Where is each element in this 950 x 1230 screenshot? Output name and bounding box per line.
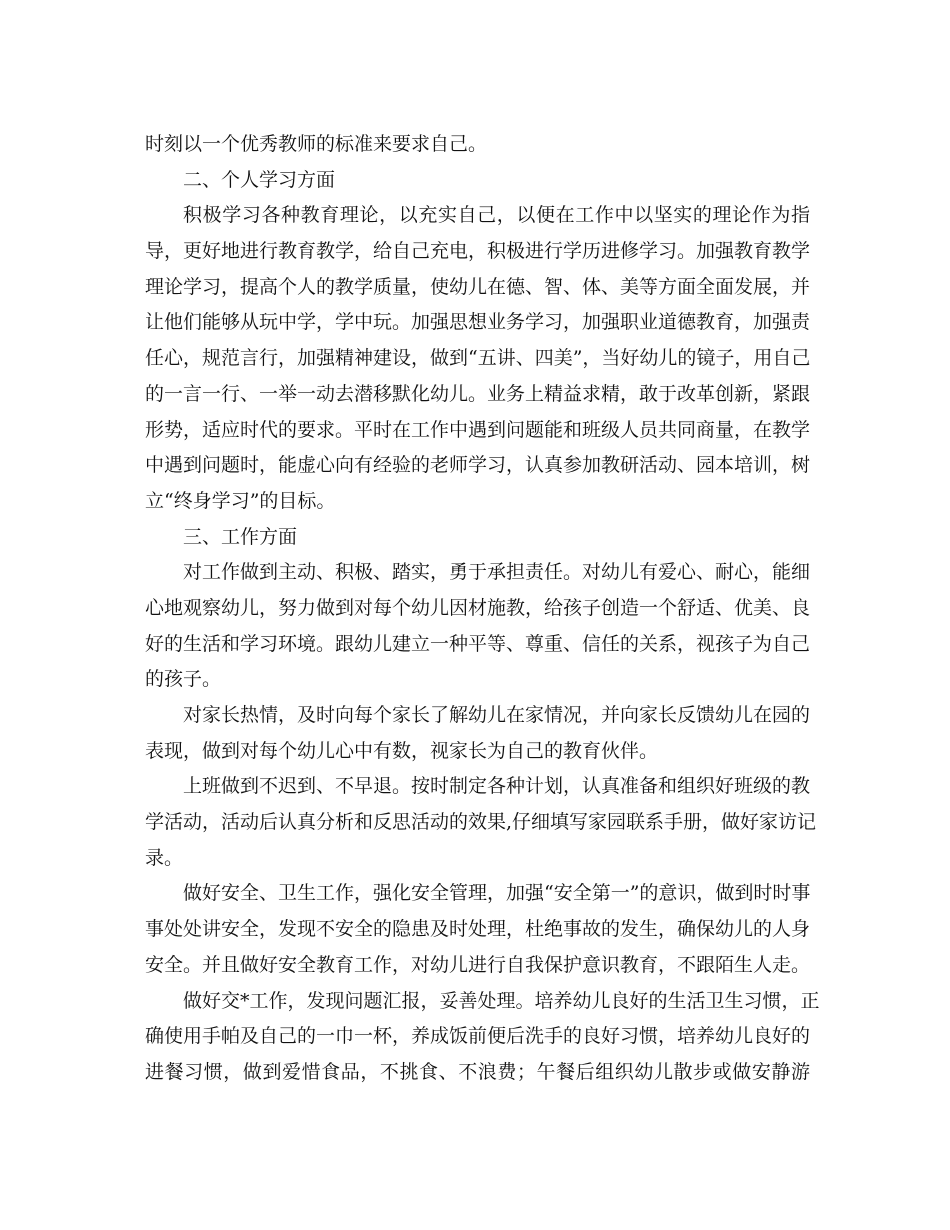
text-line: 事处处讲安全，发现不安全的隐患及时处理，杜绝事故的发生，确保幼儿的人身 [145,918,811,941]
text-line: 录。 [145,846,184,869]
text-line: 做好安全、卫生工作，强化安全管理，加强“安全第一”的意识，做到时时事 [183,882,811,905]
text-line: 导，更好地进行教育教学，给自己充电，积极进行学历进修学习。加强教育教学 [145,240,811,263]
text-line: 的孩子。 [145,668,222,691]
text-line: 中遇到问题时，能虚心向有经验的老师学习，认真参加教研活动、园本培训，树 [145,454,811,477]
text-line: 对工作做到主动、积极、踏实，勇于承担责任。对幼儿有爱心、耐心，能细 [183,561,811,584]
text-line: 任心，规范言行，加强精神建设，做到“五讲、四美”，当好幼儿的镜子，用自己 [145,347,811,370]
section-heading: 三、工作方面 [183,525,298,548]
text-line: 好的生活和学习环境。跟幼儿建立一种平等、尊重、信任的关系，视孩子为自己 [145,632,811,655]
text-line: 立“终身学习”的目标。 [145,489,336,512]
text-line: 做好交*工作，发现问题汇报，妥善处理。培养幼儿良好的生活卫生习惯，正 [183,989,820,1012]
section-heading: 二、个人学习方面 [183,168,336,191]
text-line: 学活动，活动后认真分析和反思活动的效果,仔细填写家园联系手册，做好家访记 [145,811,817,834]
text-line: 形势，适应时代的要求。平时在工作中遇到问题能和班级人员共同商量，在教学 [145,418,811,441]
text-line: 进餐习惯，做到爱惜食品，不挑食、不浪费；午餐后组织幼儿散步或做安静游 [145,1060,810,1083]
text-line: 表现，做到对每个幼儿心中有数，视家长为自己的教育伙伴。 [145,739,659,762]
text-line: 积极学习各种教育理论，以充实自己，以便在工作中以坚实的理论作为指 [183,204,810,227]
text-line: 安全。并且做好安全教育工作，对幼儿进行自我保护意识教育，不跟陌生人走。 [145,953,811,976]
document-body [145,127,820,1091]
text-line: 的一言一行、一举一动去潜移默化幼儿。业务上精益求精，敢于改革创新，紧跟 [145,382,811,405]
text-line: 心地观察幼儿，努力做到对每个幼儿因材施教，给孩子创造一个舒适、优美、良 [145,596,811,619]
text-line: 理论学习，提高个人的教学质量，使幼儿在德、智、体、美等方面全面发展，并 [145,275,811,298]
text-line: 对家长热情，及时向每个家长了解幼儿在家情况，并向家长反馈幼儿在园的 [183,704,811,726]
text-line: 时刻以一个优秀教师的标准来要求自己。 [145,133,488,155]
text-line: 确使用手帕及自己的一巾一杯，养成饭前便后洗手的良好习惯，培养幼儿良好的 [145,1025,811,1048]
text-line: 上班做到不迟到、不早退。按时制定各种计划，认真准备和组织好班级的教 [183,775,811,798]
text-line: 让他们能够从玩中学，学中玩。加强思想业务学习，加强职业道德教育，加强责 [145,311,811,334]
